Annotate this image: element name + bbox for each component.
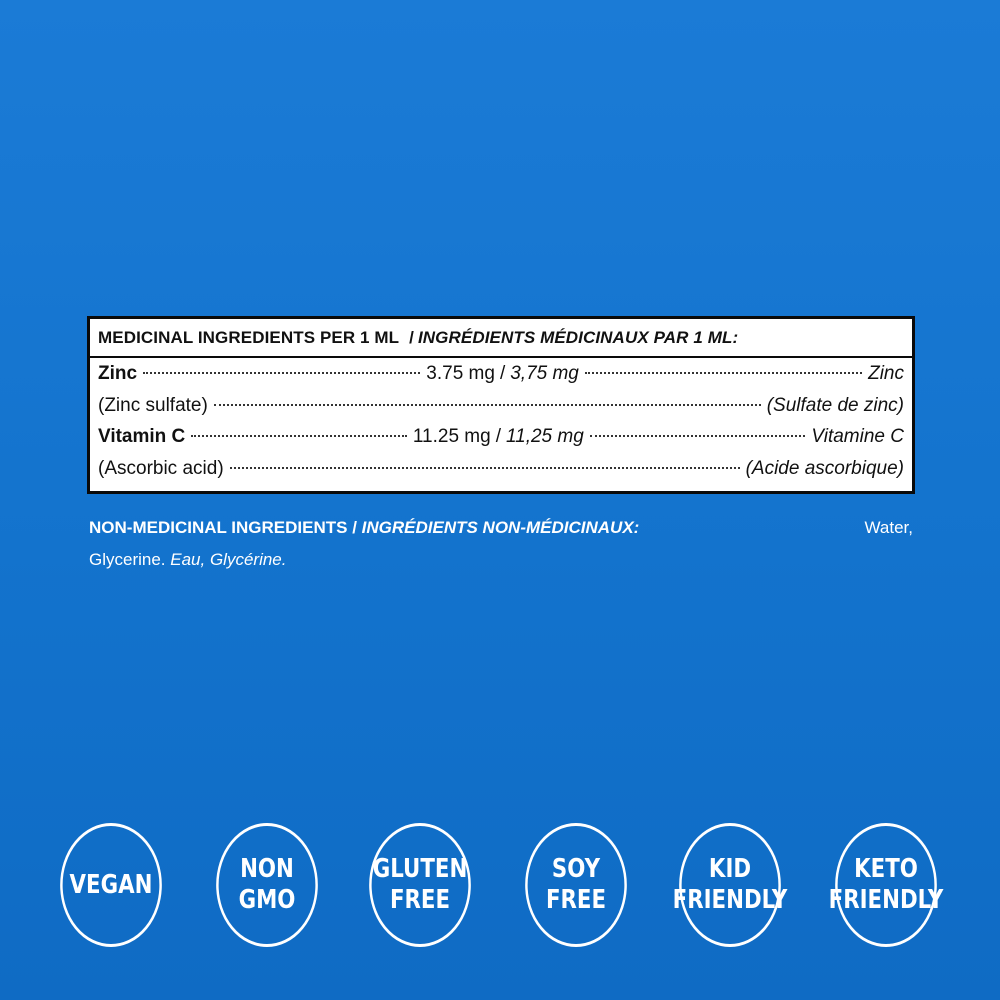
leader-dots — [191, 435, 407, 437]
leader-dots — [143, 372, 420, 374]
heading-separator: / — [409, 327, 414, 347]
non-medicinal-heading-en: NON-MEDICINAL INGREDIENTS / — [89, 518, 357, 537]
leader-dots — [230, 467, 740, 469]
dose-slash: / — [499, 363, 506, 384]
badge-text: VEGAN — [69, 869, 153, 900]
leader-dots — [585, 372, 862, 374]
dose-fr: 11,25 mg — [505, 426, 584, 447]
badge-text: KETO — [854, 854, 918, 884]
non-medicinal-value-fr: Eau, Glycérine. — [170, 550, 287, 569]
vegan-badge — [60, 823, 162, 947]
badge-text: GMO — [238, 885, 296, 915]
ingredient-source: (Zinc sulfate) — [98, 394, 208, 416]
ingredient-source: (Ascorbic acid) — [98, 457, 224, 479]
dose-slash: / — [495, 426, 501, 447]
ingredient-source-fr: (Acide ascorbique) — [745, 457, 904, 479]
non-medicinal-value-line1: Water, — [864, 518, 913, 537]
keto-friendly-badge — [828, 823, 944, 947]
non-medicinal-value-en: Glycerine. — [89, 550, 166, 569]
ingredient-row-zinc-source — [98, 395, 904, 427]
heading-en: MEDICINAL INGREDIENTS PER 1 ML — [98, 327, 400, 347]
non-gmo-badge — [216, 823, 318, 947]
ingredient-name: Zinc — [98, 363, 138, 384]
badge-text: SOY — [551, 854, 601, 884]
soy-free-badge — [525, 823, 627, 947]
badge-text: NON — [240, 854, 294, 884]
ingredient-row-vitamin-c — [98, 426, 904, 458]
dose-en: 11.25 mg — [412, 426, 491, 447]
ingredient-row-vitamin-c-source — [98, 458, 904, 490]
ingredient-source-fr: (Sulfate de zinc) — [766, 394, 904, 416]
non-medicinal-ingredients — [89, 512, 913, 576]
heading-fr: INGRÉDIENTS MÉDICINAUX PAR 1 ML: — [417, 327, 739, 347]
badge-text: GLUTEN — [372, 854, 468, 884]
certification-badges — [0, 823, 1000, 953]
non-medicinal-heading-fr: INGRÉDIENTS NON-MÉDICINAUX: — [361, 518, 640, 537]
dose-en: 3.75 mg — [426, 363, 495, 384]
ingredient-name: Vitamin C — [98, 426, 186, 447]
dose-fr: 3,75 mg — [510, 363, 579, 384]
badge-text: FRIENDLY — [828, 885, 944, 915]
badge-text: FREE — [389, 885, 451, 915]
leader-dots — [590, 435, 806, 437]
ingredient-name-fr: Vitamine C — [811, 426, 904, 447]
medicinal-ingredients-heading — [90, 319, 912, 358]
ingredient-name-fr: Zinc — [868, 363, 904, 384]
kid-friendly-badge — [672, 823, 788, 947]
badge-text: FREE — [545, 885, 607, 915]
badge-text: KID — [708, 854, 752, 884]
leader-dots — [214, 404, 761, 406]
ingredient-row-zinc — [98, 363, 904, 395]
gluten-free-badge — [369, 823, 471, 947]
badge-text: FRIENDLY — [672, 885, 788, 915]
medicinal-ingredients-panel — [87, 316, 915, 494]
